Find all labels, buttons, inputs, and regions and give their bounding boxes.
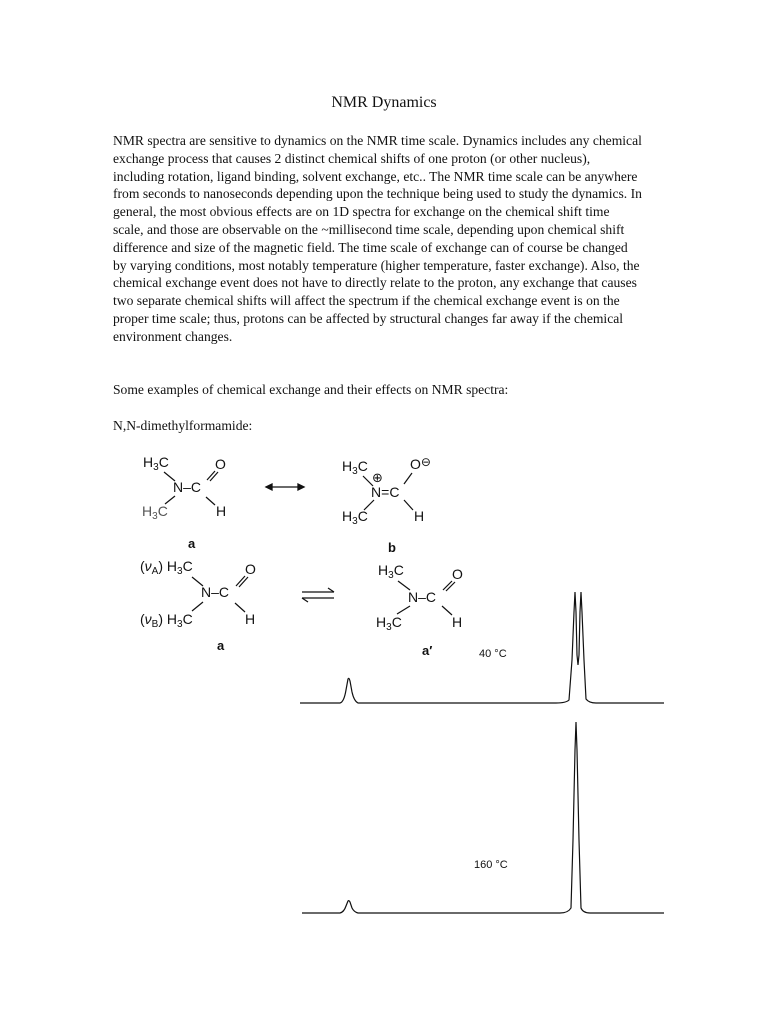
structure-a-prime <box>376 562 463 658</box>
svg-text:H3C: $H_3C$ <box>378 562 404 581</box>
svg-text:(νB) H3C: $(\nu_B)$ $H_3C$ <box>140 611 193 630</box>
svg-text:H3C: $H_3C$ <box>376 614 402 633</box>
svg-text:N–C: N–C <box>173 479 202 495</box>
svg-text:H3C: $H_3C$ <box>142 503 168 522</box>
label-b: b <box>388 540 396 555</box>
equilibrium-arrow <box>302 588 334 602</box>
svg-text:H: H <box>216 503 227 519</box>
svg-text:⊕: ⊕ <box>372 470 383 485</box>
svg-text:(νA) H3C: $(\nu_A)$ $H_3C$ <box>140 558 193 577</box>
label-a-top: a <box>188 536 196 551</box>
spectrum-40C-trace <box>300 592 664 703</box>
label-a-bottom: a <box>217 638 225 653</box>
intro-paragraph: NMR spectra are sensitive to dynamics on the NMR time scale. Dynamics includes any chemical exchange process that causes 2 distinct chemical shifts of one proton (or other nucleus), including rotation, ligand binding, solvent exchange, etc.. The NMR time scale can be anywhere from seconds to nanoseconds depending upon the technique being used to study the dynamics. In general, the most obvious effects are on 1D spectra for exchange on the chemical shift time scale, and those are observable on the ~millisecond time scale, depending upon chemical shift difference and size of the magnetic field. The time scale of exchange can of course be changed by varying conditions, most notably temperature (higher temperature, faster exchange). Also, the chemical exchange event does not have to directly relate to the proton, any exchange that causes two separate chemical shifts will affect the spectrum if the chemical exchange event is on the proper time scale; thus, protons can be affected by structural changes far away if the chemical environment changes. <box>113 133 642 344</box>
spectrum-40C-label: 40 °C <box>479 648 507 660</box>
examples-paragraph: Some examples of chemical exchange and their effects on NMR spectra: <box>113 382 509 397</box>
svg-text:H3C: $H_3C$ <box>143 454 169 473</box>
structure-a-top <box>142 454 226 551</box>
svg-text:O: O <box>245 561 256 577</box>
svg-text:N=C: N=C <box>371 484 400 500</box>
svg-text:O⊖: O⊖ <box>410 455 431 472</box>
resonance-arrow <box>266 484 304 490</box>
label-a-prime: a′ <box>422 643 433 658</box>
svg-text:H: H <box>452 614 463 630</box>
svg-text:O: O <box>452 566 463 582</box>
svg-text:H3C: $H_3C$ <box>342 508 368 527</box>
svg-text:H: H <box>245 611 256 627</box>
svg-text:N–C: N–C <box>408 589 437 605</box>
structure-b <box>342 455 431 555</box>
structure-a-bottom <box>140 558 256 653</box>
spectrum-160C-trace <box>302 722 664 913</box>
spectrum-160C-label: 160 °C <box>474 859 508 871</box>
svg-text:N–C: N–C <box>201 584 230 600</box>
svg-text:H3C: $H_3C$ <box>342 458 368 477</box>
svg-text:O: O <box>215 456 226 472</box>
svg-text:H: H <box>414 508 425 524</box>
page-title: NMR Dynamics <box>331 94 437 111</box>
dmf-heading: N,N-dimethylformamide: <box>113 418 253 433</box>
